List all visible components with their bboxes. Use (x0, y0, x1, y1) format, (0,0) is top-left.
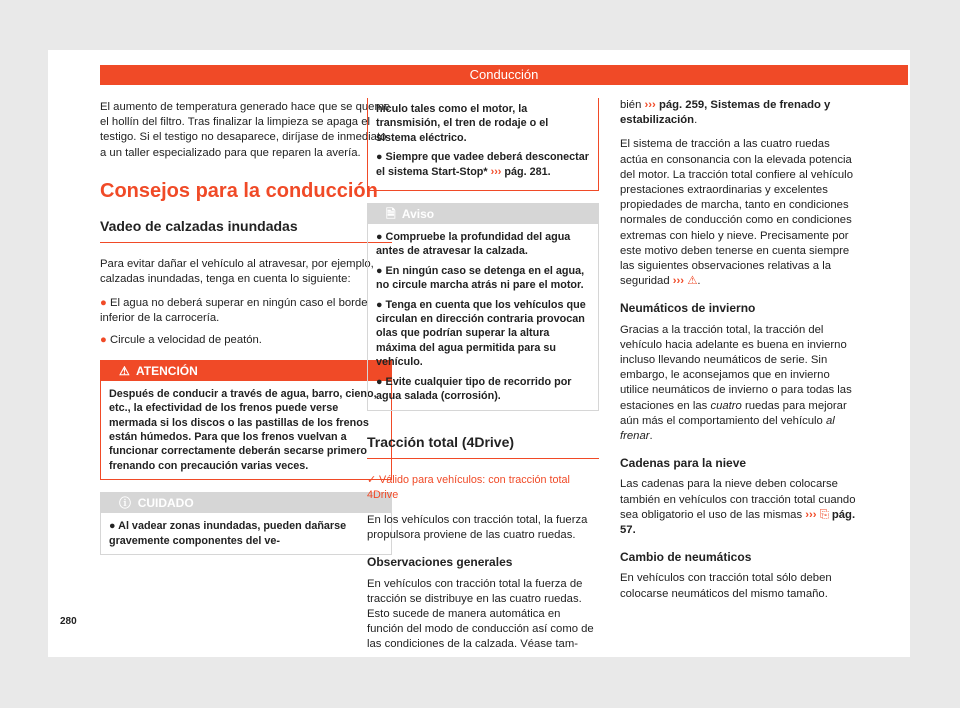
minor-heading: Cadenas para la nieve (620, 456, 747, 471)
care-header: ⓘ CUIDADO (101, 493, 391, 513)
bullet-icon: ● (109, 520, 116, 533)
bullet-icon: ● (100, 297, 107, 310)
applicability-note: ✓ Válido para vehículos: con tracción total 4Drive (367, 473, 570, 501)
paragraph: El sistema de tracción a las cuatro ruedas actúa en consonancia con la elevada potencia del motor. La tracción total confiere al vehículo prestaciones extraordinarias y excelentes propiedades de marcha, tanto en condiciones normales de conducción como en condiciones extremas con hielo y nieve. Precisamente por este motivo deben tenerse en cuenta siempre las siguientes observaciones relativas a la seguridad ››› ⚠. (620, 138, 853, 288)
care-box (100, 492, 392, 555)
paragraph: En los vehículos con tracción total, la fuerza propulsora proviene de las cuatro ruedas. (367, 513, 588, 542)
bullet-icon: ● (376, 264, 383, 277)
manual-page (48, 50, 910, 657)
cross-reference-arrows: ››› (644, 99, 656, 111)
care-box-continued (367, 98, 599, 191)
note-page-icon: 🗎 (386, 207, 396, 222)
page-reference-link[interactable]: pág. 259, Sistemas de frenado y estabilización (620, 99, 831, 127)
bullet-icon: ● (376, 375, 383, 388)
column-2 (367, 98, 599, 662)
paragraph: En vehículos con tracción total sólo deben colocarse neumáticos del mismo tamaño. (620, 572, 832, 600)
paragraph: El aumento de temperatura generado hace que se queme el hollín del filtro. Tras finalizar la limpieza se apaga el testigo. Si el testigo no desaparece, diríjase de inmediato a un taller especializado para que reparen la avería. (100, 101, 391, 159)
paragraph: Las cadenas para la nieve deben colocarse también en vehículos con tracción total cuando sea obligatorio el uso de las mismas ››› ⎘ pág. 57. (620, 478, 856, 537)
attention-box (100, 360, 392, 480)
list-item: ● Compruebe la profundidad del agua antes de atravesar la calzada. (376, 231, 571, 258)
minor-heading: Observaciones generales (367, 555, 513, 570)
check-icon: ✓ (367, 473, 377, 486)
list-item: ● Siempre que vadee deberá desconectar el sistema Start-Stop* ››› pág. 281. (376, 151, 589, 178)
column-3 (620, 98, 860, 611)
list-item: ● El agua no deberá superar en ningún caso el borde inferior de la carrocería. (100, 297, 368, 325)
minor-heading: Neumáticos de invierno (620, 301, 756, 316)
list-item: hículo tales como el motor, la transmisión, el tren de rodaje o el sistema eléctrico. (376, 103, 549, 144)
aviso-body (368, 224, 598, 409)
cross-reference-arrows: ››› (490, 165, 502, 178)
list-item: ● Tenga en cuenta que los vehículos que circulan en dirección contraria provocan olas que podrían superar la altura máxima del agua permitida para su vehículo. (376, 298, 586, 369)
book-icon: ⎘ (819, 508, 829, 521)
bullet-icon: ● (376, 151, 383, 164)
paragraph: Gracias a la tracción total, la tracción del vehículo hacia adelante es buena en invierno incluso llevando neumáticos de serie. Sin embargo, le aconsejamos que en invierno utilice neumáticos de invierno o para todas las estaciones en las cuatro ruedas para mejorar aún más el comportamiento del vehículo al frenar. (620, 323, 852, 443)
subsection-heading: Tracción total (4Drive) (367, 433, 599, 459)
bullet-icon: ● (376, 298, 383, 311)
minor-heading: Cambio de neumáticos (620, 550, 752, 565)
paragraph: Para evitar dañar el vehículo al atravesar, por ejemplo, calzadas inundadas, tenga en cuenta lo siguiente: (100, 257, 374, 286)
cross-reference-arrows: ››› (805, 508, 817, 521)
list-item: ● En ningún caso se detenga en el agua, no circule marcha atrás ni pare el motor. (376, 264, 585, 292)
list-item: ● Circule a velocidad de peatón. (100, 333, 262, 346)
page-reference-link[interactable]: pág. 281. (504, 165, 551, 178)
bullet-icon: ● (100, 333, 107, 346)
page-number: 280 (60, 616, 77, 627)
attention-body: Después de conducir a través de agua, barro, cieno, etc., la efectividad de los frenos puede verse mermada si los discos o las pastillas de los frenos están húmedos. Para que los frenos vuelvan a funcionar correctamente deberán secarse primero frenando con precaución varias veces. (109, 387, 377, 472)
aviso-box (367, 203, 599, 410)
aviso-header: 🗎 Aviso (368, 204, 598, 224)
warning-triangle-icon: ⚠ (119, 363, 130, 378)
subsection-heading: Vadeo de calzadas inundadas (100, 217, 392, 243)
page-reference-link[interactable]: pág. 57. (620, 508, 856, 537)
bullet-icon: ● (376, 231, 383, 244)
cross-reference-arrows: ››› (672, 275, 685, 288)
chapter-header: Conducción (100, 65, 908, 85)
warning-triangle-icon: ⚠ (687, 275, 698, 288)
paragraph: bién ››› pág. 259, Sistemas de frenado y estabilización. (620, 99, 831, 127)
section-heading: Consejos para la conducción (100, 179, 378, 202)
attention-header: ⚠ ATENCIÓN (101, 361, 391, 381)
info-circle-icon: ⓘ (119, 496, 132, 511)
list-item: ● Al vadear zonas inundadas, pueden dañarse gravemente componentes del ve- (109, 520, 347, 547)
care-body (101, 513, 391, 554)
list-item: ● Evite cualquier tipo de recorrido por agua salada (corrosión). (376, 375, 572, 403)
column-1 (100, 100, 392, 565)
paragraph: En vehículos con tracción total la fuerza de tracción se distribuye en las cuatro ruedas. Esto sucede de manera automática en función del modo de conducción así como de las condiciones de la calzada. Véase tam- (367, 577, 594, 651)
